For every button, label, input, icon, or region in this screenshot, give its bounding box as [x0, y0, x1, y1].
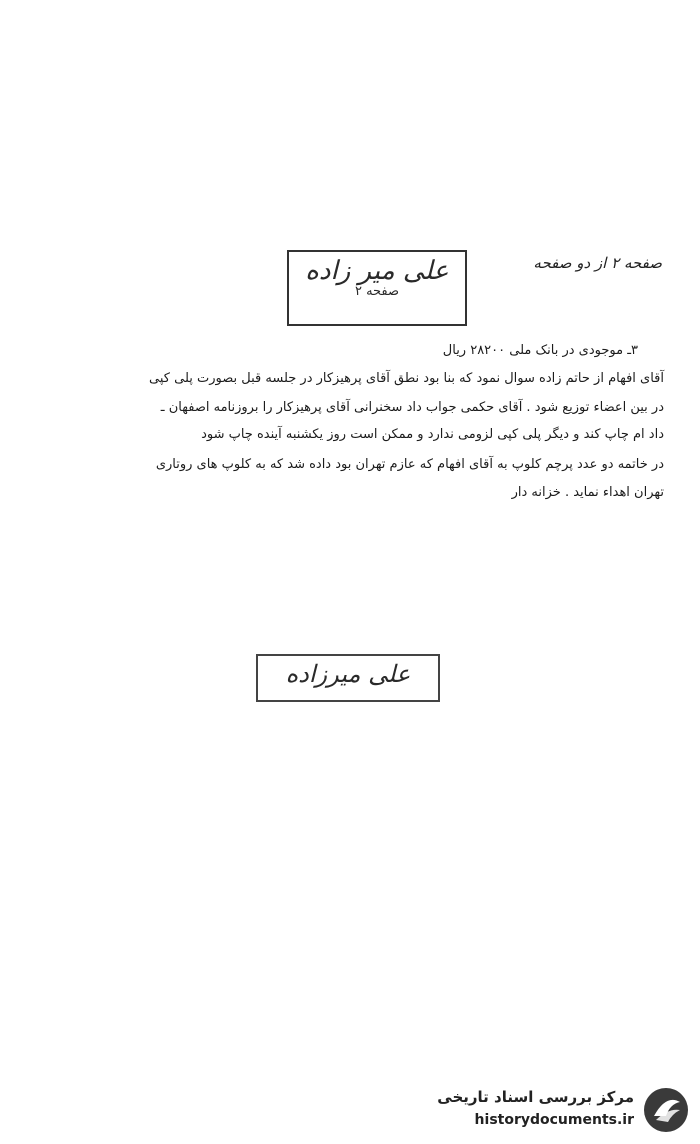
- body-line-1: ۳ـ موجودی در بانک ملی ۲۸۲۰۰ ریال: [442, 343, 638, 358]
- top-stamp-signature: علی میر زاده: [305, 256, 449, 286]
- archive-logo-icon: [642, 1086, 690, 1134]
- footer-watermark: [410, 1086, 690, 1136]
- org-name: مرکز بررسی اسناد تاریخی: [437, 1088, 634, 1106]
- org-url: historydocuments.ir: [474, 1112, 634, 1128]
- bottom-stamp-signature: علی میرزاده: [285, 660, 411, 688]
- body-line-2: آقای افهام از حاتم زاده سوال نمود که بنا بود نطق آقای پرهیزکار در جلسه قبل بصورت پلی کپی: [149, 371, 664, 386]
- page-reference: صفحه ۲ از دو صفحه: [533, 254, 662, 272]
- body-line-3: در بین اعضاء توزیع شود . آقای حکمی جواب داد سخنرانی آقای پرهیزکار را بروزنامه اصفهان ـ: [160, 400, 664, 415]
- body-line-5: در خاتمه دو عدد پرچم کلوپ به آقای افهام که عازم تهران بود داده شد که به کلوپ های روتاری: [155, 457, 664, 472]
- top-stamp: [287, 250, 467, 326]
- top-stamp-page-label: صفحه ۲: [354, 284, 400, 299]
- body-line-6: تهران اهداء نماید . خزانه دار: [511, 485, 664, 500]
- bottom-stamp: [256, 654, 440, 702]
- body-line-4: داد ام چاپ کند و دیگر پلی کپی لزومی ندارد و ممکن است روز یکشنبه آینده چاپ شود: [201, 427, 664, 442]
